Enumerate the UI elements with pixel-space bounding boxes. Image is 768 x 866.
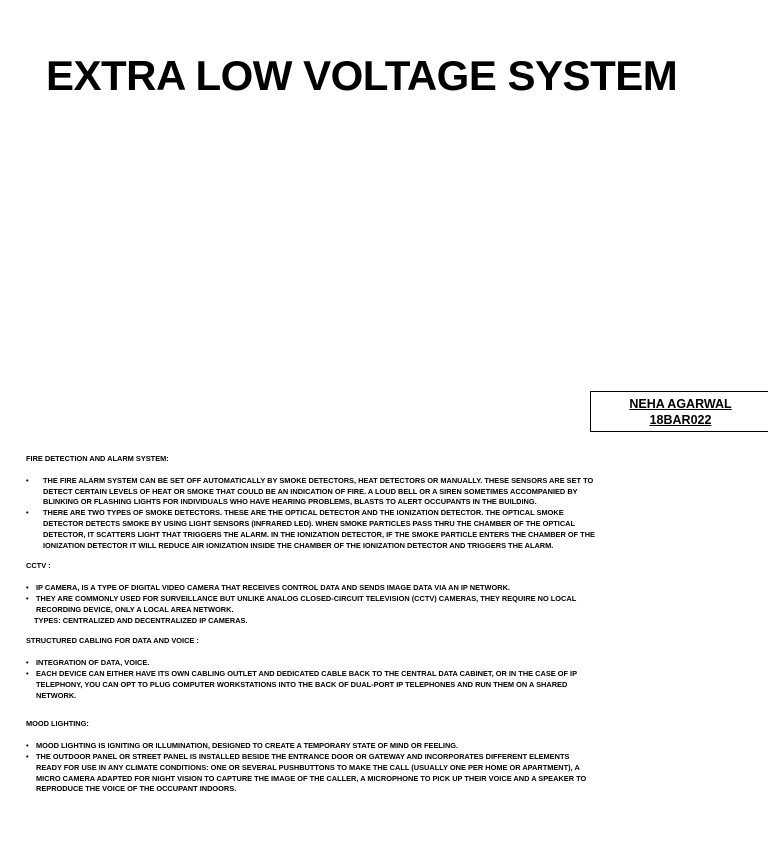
cabling-bullet-list <box>26 658 596 701</box>
section-heading-fire: FIRE DETECTION AND ALARM SYSTEM: <box>26 454 169 463</box>
mood-bullet-list <box>26 741 596 795</box>
list-item: • THE FIRE ALARM SYSTEM CAN BE SET OFF AUTOMATICALLY BY SMOKE DETECTORS, HEAT DETECTORS OR MANUALLY. THESE SENSORS ARE SET TO DETECT CERTAIN LEVELS OF HEAT OR SMOKE THAT COULD BE AN INDICATION OF FIRE. A LOUD BELL OR A SIREN SOMETIMES ACCOMPANIED BY BLINKING OR FLASHING LIGHTS FOR INDIVIDUALS WHO HAVE HEARING PROBLEMS, BLASTS TO ALERT OCCUPANTS IN THE BUILDING. <box>26 476 596 508</box>
list-item: • IP CAMERA, IS A TYPE OF DIGITAL VIDEO CAMERA THAT RECEIVES CONTROL DATA AND SENDS IMAGE DATA VIA AN IP NETWORK. <box>26 583 596 594</box>
section-heading-cabling: STRUCTURED CABLING FOR DATA AND VOICE : <box>26 636 199 646</box>
section-heading-mood: MOOD LIGHTING: <box>26 719 89 729</box>
author-name: NEHA AGARWAL <box>629 397 732 411</box>
list-item: • THERE ARE TWO TYPES OF SMOKE DETECTORS. THESE ARE THE OPTICAL DETECTOR AND THE IONIZATION DETECTOR. THE OPTICAL SMOKE DETECTOR DETECTS SMOKE BY USING LIGHT SENSORS (INFRARED LED). WHEN SMOKE PARTICLES PASS THRU THE CHAMBER OF THE OPTICAL DETECTOR, IT SCATTERS LIGHT THAT TRIGGERS THE ALARM. IN THE IONIZATION DETECTOR, IF THE SMOKE PARTICLE ENTERS THE CHAMBER OF THE IONIZATION DETECTOR IT WILL REDUCE AIR IONIZATION INSIDE THE CHAMBER OF THE IONIZATION DETECTOR AND TRIGGERS THE ALARM. <box>26 508 596 551</box>
document-title: EXTRA LOW VOLTAGE SYSTEM <box>46 52 678 99</box>
cctv-bullet-list <box>26 583 596 615</box>
section-heading-cctv: CCTV : <box>26 561 51 571</box>
document-body <box>26 454 596 795</box>
list-item: • INTEGRATION OF DATA, VOICE. <box>26 658 596 669</box>
fire-bullet-list <box>26 476 596 552</box>
cctv-types-line: TYPES: CENTRALIZED AND DECENTRALIZED IP CAMERAS. <box>34 615 248 625</box>
list-item: • THE OUTDOOR PANEL OR STREET PANEL IS INSTALLED BESIDE THE ENTRANCE DOOR OR GATEWAY AND INCORPORATES DIFFERENT ELEMENTS READY FOR USE IN ANY CLIMATE CONDITIONS: ONE OR SEVERAL PUSHBUTTONS TO MAKE THE CALL (USUALLY ONE PER HOME OR APARTMENT), A MICRO CAMERA ADAPTED FOR NIGHT VISION TO CAPTURE THE IMAGE OF THE CALLER, A MICROPHONE TO PICK UP THEIR VOICE AND A SPEAKER TO REPRODUCE THE VOICE OF THE OCCUPANT INDOORS. <box>26 752 596 795</box>
list-item: • MOOD LIGHTING IS IGNITING OR ILLUMINATION, DESIGNED TO CREATE A TEMPORARY STATE OF MIND OR FEELING. <box>26 741 596 752</box>
list-item: • EACH DEVICE CAN EITHER HAVE ITS OWN CABLING OUTLET AND DEDICATED CABLE BACK TO THE CENTRAL DATA CABINET, OR IN THE CASE OF IP TELEPHONY, YOU CAN OPT TO PLUG COMPUTER WORKSTATIONS INTO THE BACK OF DUAL-PORT IP TELEPHONES AND RUN THEM ON A SHARED NETWORK. <box>26 669 596 701</box>
author-id: 18BAR022 <box>649 413 712 427</box>
author-box <box>590 391 768 432</box>
list-item: • THEY ARE COMMONLY USED FOR SURVEILLANCE BUT UNLIKE ANALOG CLOSED-CIRCUIT TELEVISION (CCTV) CAMERAS, THEY REQUIRE NO LOCAL RECORDING DEVICE, ONLY A LOCAL AREA NETWORK. <box>26 594 596 616</box>
